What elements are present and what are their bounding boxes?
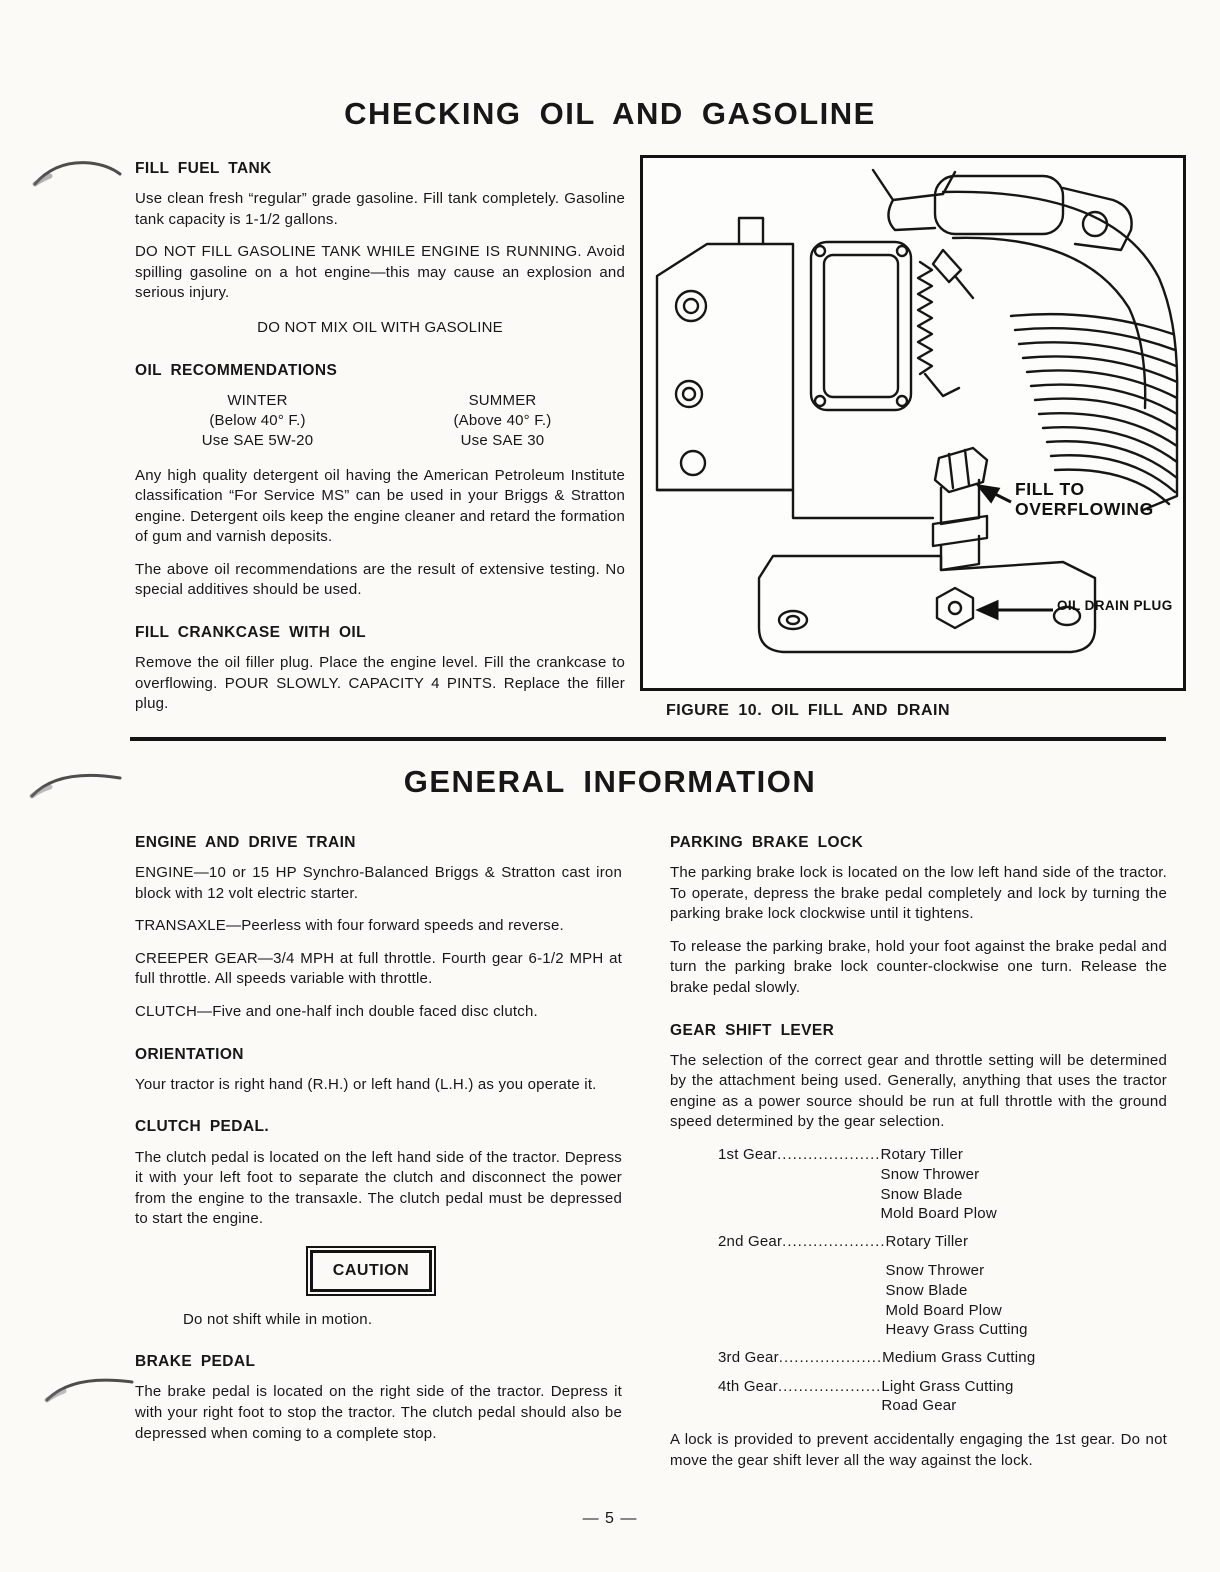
caution-box: CAUTION <box>310 1250 432 1292</box>
gear-attachment: Snow Blade <box>885 1281 968 1299</box>
oil-summer-title: SUMMER <box>468 391 537 409</box>
heading-brake-pedal: BRAKE PEDAL <box>135 1353 256 1371</box>
oil-summer-cell <box>380 391 625 452</box>
scan-mark <box>32 152 124 196</box>
gear-attachments <box>880 1145 996 1224</box>
figure-label-fill-to-overflowing: FILL TO OVERFLOWING <box>1015 479 1154 519</box>
gear-leader-dots: .................... <box>777 1145 881 1163</box>
orientation-paragraph: Your tractor is right hand (R.H.) or left hand (L.H.) as you operate it. <box>135 1075 597 1093</box>
oil-winter-title: WINTER <box>227 391 288 409</box>
oil-summer-range: (Above 40° F.) <box>453 412 552 429</box>
figure-caption: FIGURE 10. OIL FILL AND DRAIN <box>666 702 950 719</box>
section-title-general-information: GENERAL INFORMATION <box>403 764 817 799</box>
clutch-pedal-paragraph: The clutch pedal is located on the left hand side of the tractor. Depress it with your left foot to separate the clutch and disconnect the power from the engine to the transaxle. The clutch pedal must be depressed to start the engine. <box>135 1148 622 1228</box>
gear-name: 1st Gear <box>718 1145 778 1163</box>
gear-attachments <box>882 1348 1035 1368</box>
gear-attachment: Mold Board Plow <box>885 1301 1002 1319</box>
oil-recommendations-paragraph-1: Any high quality detergent oil having the American Petroleum Institute classification “For Service MS” can be used in your Briggs & Stratton engine. Detergent oils keep the engine cleaner and retard the formation of gum and varnish deposits. <box>135 466 625 546</box>
figure-10-frame <box>640 155 1186 691</box>
clutch-paragraph: CLUTCH—Five and one-half inch double faced disc clutch. <box>135 1002 538 1020</box>
gear-attachment: Rotary Tiller <box>885 1233 969 1251</box>
gear-leader-dots: .................... <box>778 1349 883 1367</box>
fill-crankcase-paragraph: Remove the oil filler plug. Place the engine level. Fill the crankcase to overflowing. POUR SLOWLY. CAPACITY 4 PINTS. Replace the filler plug. <box>135 654 625 713</box>
parking-brake-paragraph-1: The parking brake lock is located on the low left hand side of the tractor. To operate, depress the brake pedal completely and lock by turning the parking brake lock clockwise until it tightens. <box>670 864 1167 923</box>
general-info-left-column <box>135 832 622 1456</box>
fill-fuel-tank-paragraph: Use clean fresh “regular” grade gasoline. Fill tank completely. Gasoline tank capacity is 1-1/2 gallons. <box>135 190 625 228</box>
gear-row-3rd <box>718 1348 1167 1369</box>
gear-attachment: Medium Grass Cutting <box>882 1349 1036 1367</box>
gear-name: 4th Gear <box>718 1377 778 1395</box>
figure-label-oil-drain-plug: OIL DRAIN PLUG <box>1057 598 1173 613</box>
checking-oil-left-column <box>135 158 625 727</box>
gear-name: 2nd Gear <box>718 1233 783 1251</box>
heading-parking-brake-lock: PARKING BRAKE LOCK <box>670 834 864 851</box>
general-info-right-column <box>670 832 1167 1483</box>
caution-note: Do not shift while in motion. <box>183 1310 373 1328</box>
gear-attachment: Snow Thrower <box>880 1165 980 1183</box>
brake-pedal-paragraph: The brake pedal is located on the right side of the tractor. Depress it with your right foot to stop the tractor. The clutch pedal should also be depressed when coming to a complete stop. <box>135 1383 622 1442</box>
gear-leader-dots: .................... <box>782 1233 886 1251</box>
gear-attachments <box>881 1377 1013 1417</box>
gear-attachment: Light Grass Cutting <box>881 1377 1014 1395</box>
parking-brake-paragraph-2: To release the parking brake, hold your foot against the brake pedal and turn the parking brake lock counter-clockwise one turn. Release the brake pedal slowly. <box>670 937 1167 996</box>
gear-attachment: Snow Blade <box>880 1185 963 1203</box>
gear-selection-list <box>718 1145 1167 1416</box>
gear-lock-paragraph: A lock is provided to prevent accidentally engaging the 1st gear. Do not move the gear shift lever all the way against the lock. <box>670 1431 1167 1469</box>
gear-attachment: Mold Board Plow <box>880 1205 997 1223</box>
heading-orientation: ORIENTATION <box>135 1045 244 1063</box>
gear-attachment: Heavy Grass Cutting <box>885 1321 1028 1339</box>
oil-winter-grade: Use SAE 5W-20 <box>201 432 314 450</box>
oil-winter-cell <box>135 391 380 452</box>
gear-row-2nd <box>718 1232 1167 1340</box>
gear-shift-paragraph: The selection of the correct gear and throttle setting will be determined by the attachment being used. Generally, anything that uses the tractor engine as a power source should be run at full throttle with the ground speed determined by the gear selection. <box>670 1051 1167 1131</box>
fill-fuel-tank-warning: DO NOT FILL GASOLINE TANK WHILE ENGINE IS RUNNING. Avoid spilling gasoline on a hot engine—this may cause an explosion and serious injury. <box>135 243 625 302</box>
oil-recommendation-table <box>135 391 625 452</box>
heading-fill-crankcase: FILL CRANKCASE WITH OIL <box>135 623 367 641</box>
heading-clutch-pedal: CLUTCH PEDAL. <box>135 1118 270 1136</box>
gear-row-4th <box>718 1377 1167 1417</box>
scan-mark <box>44 1368 136 1410</box>
heading-oil-recommendations: OIL RECOMMENDATIONS <box>135 361 338 379</box>
oil-summer-grade: Use SAE 30 <box>460 432 545 450</box>
gear-name: 3rd Gear <box>718 1349 779 1367</box>
gear-attachments <box>886 1232 1028 1340</box>
gear-attachment: Snow Thrower <box>885 1261 985 1279</box>
gear-attachment: Rotary Tiller <box>880 1145 964 1163</box>
creeper-gear-paragraph: CREEPER GEAR—3/4 MPH at full throttle. Fourth gear 6-1/2 MPH at full throttle. All speeds variable with throttle. <box>135 949 622 988</box>
heading-fill-fuel-tank: FILL FUEL TANK <box>135 160 272 177</box>
gear-leader-dots: .................... <box>777 1377 882 1395</box>
transaxle-paragraph: TRANSAXLE—Peerless with four forward speeds and reverse. <box>135 917 564 935</box>
heading-engine-and-drive-train: ENGINE AND DRIVE TRAIN <box>135 834 356 851</box>
gear-attachment: Road Gear <box>881 1397 957 1415</box>
engine-paragraph: ENGINE—10 or 15 HP Synchro-Balanced Briggs & Stratton cast iron block with 12 volt electric starter. <box>135 864 622 902</box>
do-not-mix-note: DO NOT MIX OIL WITH GASOLINE <box>257 318 503 336</box>
figure-10 <box>640 155 1186 720</box>
section-title-checking-oil-and-gasoline: CHECKING OIL AND GASOLINE <box>344 96 876 131</box>
oil-recommendations-paragraph-2: The above oil recommendations are the result of extensive testing. No special additives should be used. <box>135 560 625 599</box>
page-number: — 5 — <box>582 1510 638 1527</box>
section-divider <box>130 737 1166 741</box>
oil-winter-range: (Below 40° F.) <box>209 412 306 429</box>
gear-row-1st <box>718 1145 1167 1224</box>
heading-gear-shift-lever: GEAR SHIFT LEVER <box>670 1021 835 1039</box>
